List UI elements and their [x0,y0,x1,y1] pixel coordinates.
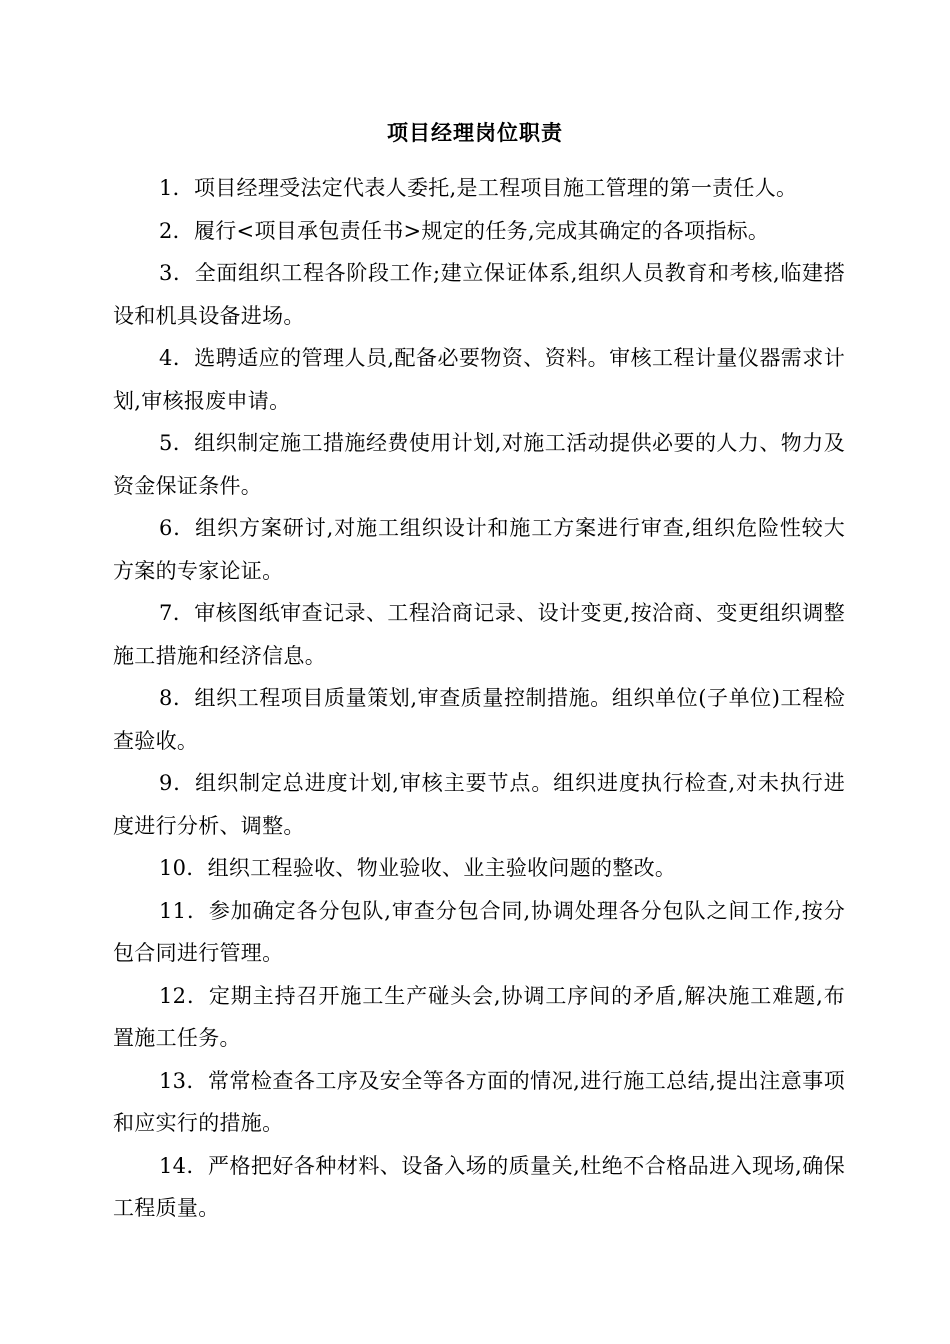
paragraph-1: 1．项目经理受法定代表人委托,是工程项目施工管理的第一责任人。 [159,176,798,200]
paragraph-9: 9．组织制定总进度计划,审核主要节点。组织进度执行检查,对未执行进度进行分析、调整。 [113,771,845,838]
paragraph-10: 10．组织工程验收、物业验收、业主验收问题的整改。 [159,856,677,880]
paragraph-13: 13．常常检查各工序及安全等各方面的情况,进行施工总结,提出注意事项和应实行的措施。 [113,1068,845,1135]
paragraph-3: 3．全面组织工程各阶段工作;建立保证体系,组织人员教育和考核,临建搭设和机具设备进场。 [113,261,845,328]
page-title: 项目经理岗位职责 [387,121,563,145]
paragraph-2: 2．履行<项目承包责任书>规定的任务,完成其确定的各项指标。 [159,218,770,243]
paragraph-6: 6．组织方案研讨,对施工组织设计和施工方案进行审查,组织危险性较大方案的专家论证。 [113,516,845,583]
paragraph-11: 11．参加确定各分包队,审查分包合同,协调处理各分包队之间工作,按分包合同进行管理。 [113,898,845,965]
paragraph-12: 12．定期主持召开施工生产碰头会,协调工序间的矛盾,解决施工难题,布置施工任务。 [113,983,845,1050]
document-body [113,167,845,1230]
paragraph-5: 5．组织制定施工措施经费使用计划,对施工活动提供必要的人力、物力及资金保证条件。 [113,431,845,498]
paragraph-14: 14．严格把好各种材料、设备入场的质量关,杜绝不合格品进入现场,确保工程质量。 [113,1153,845,1220]
paragraph-7: 7．审核图纸审查记录、工程洽商记录、设计变更,按洽商、变更组织调整施工措施和经济信息。 [113,601,845,668]
paragraph-4: 4．选聘适应的管理人员,配备必要物资、资料。审核工程计量仪器需求计划,审核报废申请。 [113,346,845,413]
paragraph-8: 8．组织工程项目质量策划,审查质量控制措施。组织单位(子单位)工程检查验收。 [113,686,845,753]
